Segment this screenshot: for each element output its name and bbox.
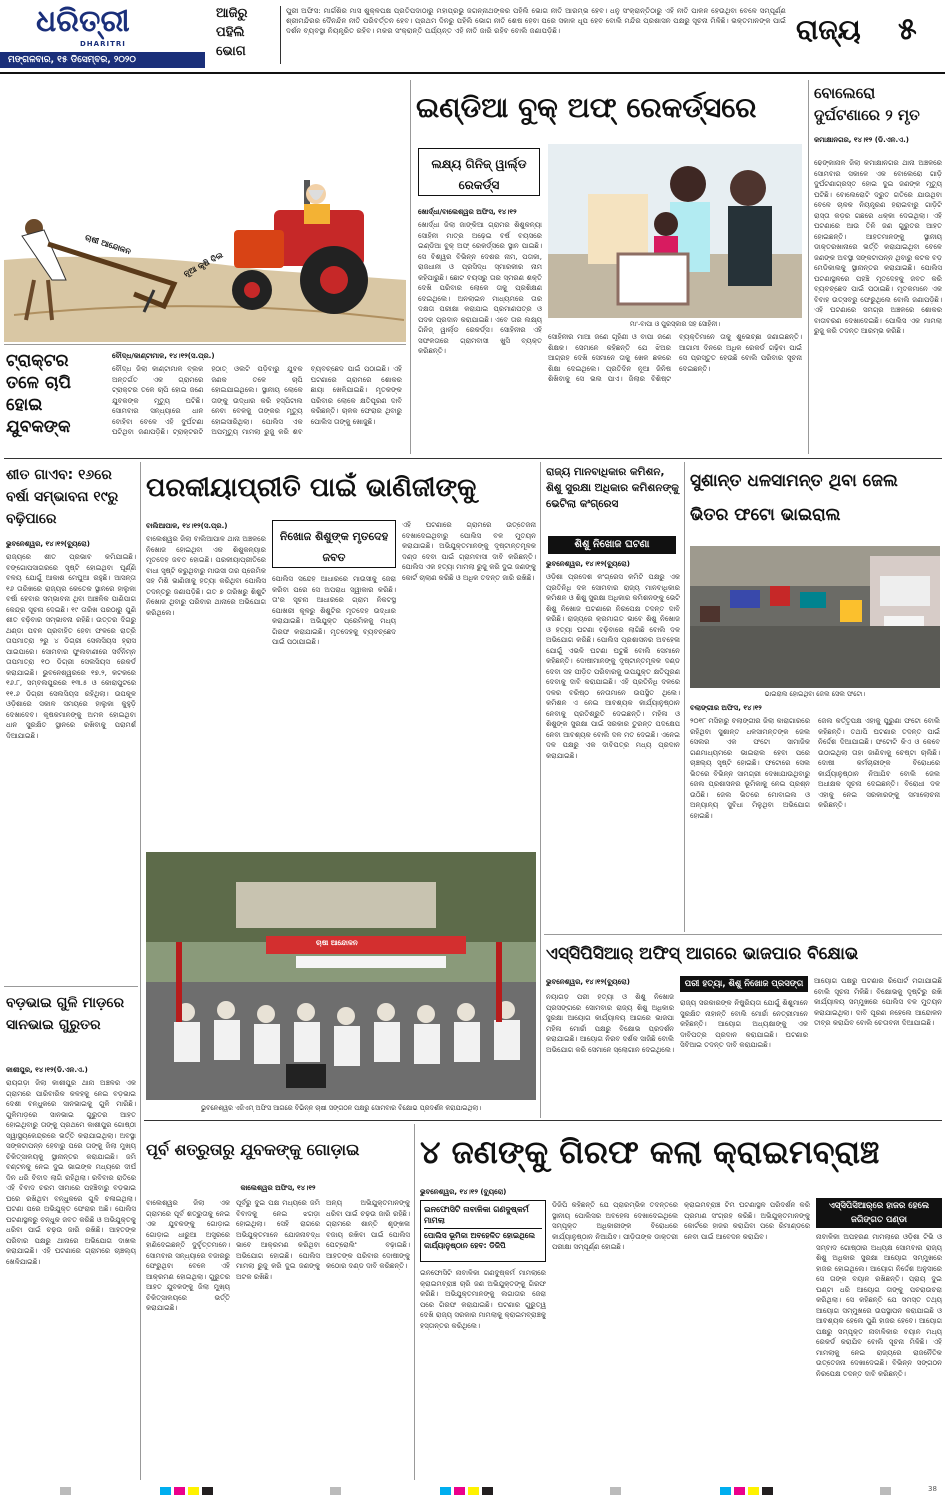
crimebranch-kicker-1: ଇନଫୋସିଟି ନାବାଳିକା ଗଣଦୁଷ୍କର୍ମ ମାମଲା: [424, 1204, 542, 1229]
murder-body-1: ବାଲେଶ୍ୱର ଜିଲା ବାଲିଆପାଳ ଥାନା ଅଞ୍ଚଳରେ ନିଖୋଜ ହୋଇଥିବା ଏକ ଶିଶୁକନ୍ୟାର ମୃତଦେହ ଜବତ ହୋଇଛି। ପରକୀୟାପ୍ରୀତିରେ ବାଧା ସୃଷ୍ଟି କରୁଥିବାରୁ ମାଉସୀ ତାର ପ୍ରେମିକ ସହ ମିଶି ଭାଣିଜୀକୁ ହତ୍ୟା କରିଥିବା ପୋଲିସ ତଦନ୍ତରୁ ଜଣାପଡ଼ିଛି। ଗତ ୭ ତାରିଖରୁ ଶିଶୁଟି ନିଖୋଜ ଥିବାରୁ ପରିବାର ଥାନାରେ ଅଭିଯୋଗ କରିଥିଲେ।: [146, 535, 266, 617]
masthead: [0, 0, 945, 70]
cyan-swatch: [60, 1487, 71, 1495]
logo-text: ଧରିତ୍ରୀ: [36, 4, 130, 39]
enmity-byline: କାଲେଶ୍ୱର ଅଫିସ, ୧୪।୧୨: [240, 1184, 316, 1192]
sohini-kicker: ଲକ୍ଷ୍ୟ ଗିନିଜ୍ ୱାର୍ଲ୍ଡ ରେକର୍ଡ୍ସ: [431, 157, 527, 192]
jail-headline: ସୁଶାନ୍ତ ଧଳସାମନ୍ତ ଥିବା ଜେଲ ଭିତର ଫଟୋ ଭାଇରାଲ: [690, 471, 898, 525]
murder-kicker: ନିଖୋଜ ଶିଶୁଙ୍କ ମୃତଦେହ ଜବତ: [279, 530, 389, 564]
bjp-body-right: ଆୟୋଗ ପକ୍ଷରୁ ଘଟଣାର ରିପୋର୍ଟ ମଗାଯାଇଛି ବୋଲି ସୂଚନା ମିଳିଛି। ବିକ୍ଷୋଭକୁ ଦୃଷ୍ଟିରୁ ରଖି କାର୍ଯ୍ୟାଳୟ ସମ୍ମୁଖରେ ପୋଲିସ ବଳ ମୁତୟନ କରାଯାଇଥିଲା। ଦାବି ପୂରଣ ନହେଲେ ଆନ୍ଦୋଳନ ତୀବ୍ର କରାଯିବ ବୋଲି ଚେତାବନୀ ଦିଆଯାଇଛି।: [814, 977, 942, 1027]
jail-body-left: ୨୦୧୮ ମସିହାରୁ ବଲାଙ୍ଗୀର ଜିଲା କାରାଗାରରେ ରହିଥିବା ସୁଶାନ୍ତ ଧଳସାମନ୍ତଙ୍କ ଜେଲ ସେଲର ଏକ ଫଟୋ ସାମାଜିକ ଗଣମାଧ୍ୟମରେ ଭାଇରାଲ ହେବା ପରେ ଚାଞ୍ଚଲ୍ୟ ସୃଷ୍ଟି ହୋଇଛି। ଫଟୋରେ ସେଲ ଭିତରେ ବିଭିନ୍ନ ସାମଗ୍ରୀ ଦେଖାଯାଉଥିବାରୁ ଜେଲ ପ୍ରଶାସନର ଭୂମିକାକୁ ନେଇ ପ୍ରଶ୍ନ ଉଠିଛି। ଜେଲ ଭିତରେ ମୋବାଇଲ ଓ ଅନ୍ୟାନ୍ୟ ସୁବିଧା ମିଳୁଥିବା ଅଭିଯୋଗ ହୋଇଛି।: [690, 717, 810, 820]
section-name: ରାଜ୍ୟ: [796, 13, 861, 46]
fold-rule-1: [4, 458, 942, 459]
crimebranch-byline: ଭୁବନେଶ୍ୱର, ୧୪।୧୨ (ବ୍ୟୁରୋ): [420, 1188, 507, 1196]
grey-swatch-3: [880, 1487, 891, 1495]
bolero-headline: ବୋଲେରୋ ଦୁର୍ଘଟଣାରେ ୨ ମୃତ: [814, 84, 920, 124]
ticker-tag-line-3: ଭୋଗ: [216, 44, 246, 59]
jail-photo: [690, 546, 940, 688]
fold-rule-2: [144, 1120, 942, 1121]
jail-photo-image: [690, 546, 940, 688]
footer-page-mark: 38: [928, 1485, 937, 1493]
footer-bar: [0, 1484, 945, 1498]
grey-swatch-1: [330, 1487, 341, 1495]
ticker-tag-line-2: ପହିଲି: [216, 25, 245, 40]
cartoon-label-left: ଚାଷୀ ଆନ୍ଦୋଳନ: [83, 232, 133, 257]
tractor-headline: ଟ୍ରାକ୍ଟର ତଳେ ଚାପି ହୋଇ ଯୁବକଙ୍କ: [6, 351, 72, 437]
top-col-rule-1: [410, 80, 411, 454]
protest-photo: [146, 852, 536, 1100]
left-col-rule: [140, 462, 141, 1480]
sohini-body-left: ଖୋର୍ଦ୍ଧା ଜିଲା ଜାଙ୍କିଆ ଗ୍ରାମର ଶିଶୁକନ୍ୟା ସୋହିନୀ ମାତ୍ର ଅଢ଼େଇ ବର୍ଷ ବୟସରେ ଇଣ୍ଡିଆ ବୁକ୍ ଅଫ୍ ରେକର୍ଡ୍ସରେ ସ୍ଥାନ ପାଇଛି। ସେ ବିଶ୍ୱର ବିଭିନ୍ନ ଦେଶର ନାମ, ପତାକା, ରାଜଧାନୀ ଓ ପ୍ରସିଦ୍ଧ ସ୍ମାରକୀର ନାମ କହିପାରୁଛି। ଛୋଟ ବୟସରୁ ତାର ସ୍ମରଣ ଶକ୍ତି ଦେଖି ପରିବାର ଲୋକେ ତାକୁ ପ୍ରଶିକ୍ଷଣ ଦେଇଥିଲେ। ଅନଲାଇନ ମାଧ୍ୟମରେ ତାର ଦକ୍ଷତା ପରୀକ୍ଷା କରାଯାଇ ପ୍ରମାଣପତ୍ର ଓ ପଦକ ପ୍ରଦାନ କରାଯାଇଛି। ଏବେ ତାର ଲକ୍ଷ୍ୟ ଗିନିଜ୍ ୱାର୍ଲ୍ଡ ରେକର୍ଡ୍ସ। ସୋହିନୀର ଏହି ସଫଳତାରେ ଗ୍ରାମବାସୀ ଖୁସି ବ୍ୟକ୍ତ କରିଛନ୍ତି।: [418, 221, 542, 355]
mark-swatch-5: [440, 1487, 451, 1495]
cartoon: [4, 80, 406, 342]
bjp-kicker: ପରୀ ହତ୍ୟା, ଶିଶୁ ନିଖୋଜ ପ୍ରସଙ୍ଗ: [680, 976, 808, 992]
bjp-byline: ଭୁବନେଶ୍ୱର, ୧୪।୧୨(ବ୍ୟୁରୋ): [546, 978, 630, 986]
brothers-headline: ବଡ଼ଭାଇ ଗୁଳି ମାଡ଼ରେ ସାନଭାଇ ଗୁରୁତର: [6, 995, 125, 1033]
murder-headline: ପରକୀୟାପ୍ରୀତି ପାଇଁ ଭାଣିଜୀଙ୍କୁ: [146, 473, 477, 503]
ticker-text: ପୁରୀ ଅଫିସ: ମାର୍ଗଶିର ମାସ ଶୁକ୍ଳପକ୍ଷ ପ୍ରତିପଦାଠାରୁ ମହାପ୍ରଭୁ ଜଗନ୍ନାଥଙ୍କର ପହିଲି ଭୋଗ ନୀତି ଆରମ୍ଭ ହେବ। ଧନୁ ସଂକ୍ରାନ୍ତିଠାରୁ ଏହି ନୀତି ପାଳନ ହେଉଥିବା ବେଳେ ସମ୍ପୂର୍ଣ୍ଣ ଶ୍ରୀମନ୍ଦିରର ଦୈନନ୍ଦିନ ନୀତି ପରିବର୍ତ୍ତନ ହେବ। ପ୍ରଥମ ଦିନରୁ ପହିଲି ଭୋଗ ନୀତି ଶେଷ ହେବା ପରେ ସକାଳ ଧୂପ ହେବ ବୋଲି ମନ୍ଦିର ପ୍ରଶାସନ ପକ୍ଷରୁ ସୂଚନା ମିଳିଛି। ଭକ୍ତମାନଙ୍କ ପାଇଁ ଦର୍ଶନ ବ୍ୟବସ୍ଥା ନିୟନ୍ତ୍ରିତ ରହିବ। ମକର ସଂକ୍ରାନ୍ତି ପର୍ଯ୍ୟନ୍ତ ଏହି ନୀତି ଜାରି ରହିବ ବୋଲି ଜଣାପଡ଼ିଛି।: [286, 6, 786, 35]
murder-kicker-box: [272, 520, 396, 568]
enmity-body-3: ଅନ୍ୟ ଅଭିଯୁକ୍ତମାନଙ୍କୁ ଧରିବା ପାଇଁ ଚଢ଼ଉ ଜାରି ରହିଛି। ଗ୍ରାମରେ ଶାନ୍ତି ଶୃଙ୍ଖଳା ବଜାୟ ରଖିବା ପାଇଁ ପୋଲିସ ପେଟ୍ରୋଲିଂ ବଢ଼ାଇଛି। ଆହତଙ୍କ ପରିବାର ଦୋଷୀଙ୍କୁ କଠୋର ଦଣ୍ଡ ଦାବି କରିଛନ୍ତି।: [326, 1199, 410, 1270]
enmity-body-1: ବାଲେଶ୍ୱର ଜିଲା ଏକ ଗ୍ରାମରେ ପୂର୍ବ ଶତ୍ରୁତାକୁ ନେଇ ଏକ ଯୁବକଙ୍କୁ ଗୋଡ଼ାଇ ଗୋଡ଼ାଇ ଧାରୁଆ ଅସ୍ତ୍ରରେ ହାଣିଦେଇଛନ୍ତି ଦୁର୍ବୃତ୍ତମାନେ। ସୋମବାର ସନ୍ଧ୍ୟାରେ ବଜାରରୁ ଫେରୁଥିବା ବେଳେ ଏହି ଆକ୍ରମଣ ହୋଇଥିଲା। ଗୁରୁତର ଆହତ ଯୁବକଙ୍କୁ ଜିଲା ମୁଖ୍ୟ ଚିକିତ୍ସାଳୟରେ ଭର୍ତ୍ତି କରାଯାଇଛି।: [146, 1199, 230, 1312]
mark-swatch-3: [188, 1487, 199, 1495]
mark-swatch-4: [202, 1487, 213, 1495]
mark-swatch-2: [174, 1487, 185, 1495]
top-col-rule-2: [808, 80, 809, 454]
issue-date: ମଙ୍ଗଳବାର, ୧୫ ଡିସେମ୍ବର, ୨୦୨୦: [0, 52, 205, 68]
protest-photo-caption: ଭୁବନେଶ୍ୱର ଏଜିଏମ୍ ଅଫିସ ଆଗରେ ବିଭିନ୍ନ ଚାଷୀ ସଙ୍ଗଠନ ପକ୍ଷରୁ ସୋମବାର ବିକ୍ଷୋଭ ପ୍ରଦର୍ଶନ କରାଯାଇଥିଲା।: [200, 1104, 482, 1112]
sohini-body-right: ସୋହିନୀର ମାଆ ଜଣେ ଗୃହିଣୀ ଓ ବାପା ଜଣେ ଶିକ୍ଷକ। ସେମାନେ କହିଛନ୍ତି ଯେ ଝିଅର ଆଗ୍ରହ ଦେଖି ସେମାନେ ତାକୁ ଖେଳ ଛଳରେ ଶିକ୍ଷା ଦେଇଥିଲେ। ପ୍ରତିଦିନ ନୂଆ ଜିନିଷ ଶିଖିବାକୁ ସେ ଭଲ ପାଏ। ଜିଲାର ବିଶିଷ୍ଟ ବ୍ୟକ୍ତିମାନେ ତାକୁ ଶୁଭେଚ୍ଛା ଜଣାଇଛନ୍ତି। ଆଗାମୀ ଦିନରେ ଅଧିକ ରେକର୍ଡ ଗଢ଼ିବା ପାଇଁ ସେ ପ୍ରସ୍ତୁତ ହେଉଛି ବୋଲି ପରିବାର ସୂଚନା ଦେଇଛନ୍ତି।: [548, 333, 802, 383]
crimebranch-body-2: ଡିଜିପି କହିଛନ୍ତି ଯେ ପ୍ରାରମ୍ଭିକ ତଦନ୍ତରେ ସ୍ଥାନୀୟ ପୋଲିସର ଅବହେଳା ଦେଖାଦେଇଥିଲେ ସମ୍ପୃକ୍ତ ଅଧିକାରୀଙ୍କ ବିରୋଧରେ କାର୍ଯ୍ୟାନୁଷ୍ଠାନ ନିଆଯିବ। ପୀଡ଼ିତାଙ୍କ ଡାକ୍ତରୀ ପରୀକ୍ଷା ସମ୍ପୂର୍ଣ୍ଣ ହୋଇଛି।: [552, 1201, 678, 1251]
protest-banner-text: ଚାଷୀ ଆନ୍ଦୋଳନ: [316, 939, 358, 947]
sohini-byline: ଖୋର୍ଦ୍ଧା/ବାଲେଶ୍ୱର ଅଫିସ, ୧୪।୧୨: [418, 208, 517, 216]
ticker-tag-line-1: ଆଜିରୁ: [216, 6, 248, 21]
jail-photo-caption: ଭାଇରାଲ ହୋଇଥିବା ଜେଲ ସେଲ ଫଟୋ।: [764, 690, 866, 698]
brothers-byline: କାଶୀପୁର, ୧୪।୧୨(ଡି.ଏନ.ଏ.): [6, 1066, 88, 1074]
crimebranch-kicker-box: [420, 1200, 546, 1262]
bolero-byline: କମାକ୍ଷାନଗର, ୧୪।୧୨ (ଡି.ଏନ.ଏ.): [814, 136, 909, 144]
logo-sub: DHARITRI: [80, 40, 126, 48]
bolero-body: ଢେଙ୍କାନାଳ ଜିଲା କମାକ୍ଷାନଗର ଥାନା ଅଞ୍ଚଳରେ ସୋମବାର ସକାଳେ ଏକ ବୋଲେରୋ ଗାଡ଼ି ଦୁର୍ଘଟଣାଗ୍ରସ୍ତ ହୋଇ ଦୁଇ ଜଣଙ୍କ ମୃତ୍ୟୁ ଘଟିଛି। ବୋଲେରୋଟି ଦ୍ରୁତ ଗତିରେ ଯାଉଥିବା ବେଳେ ଚାଳକ ନିୟନ୍ତ୍ରଣ ହରାଇବାରୁ ଗାଡ଼ିଟି ରାସ୍ତା କଡ଼ର ଗଛରେ ଧକ୍କା ଦେଇଥିଲା। ଏହି ଘଟଣାରେ ଆଉ ତିନି ଜଣ ଗୁରୁତର ଆହତ ହୋଇଛନ୍ତି। ଆହତମାନଙ୍କୁ ସ୍ଥାନୀୟ ଡାକ୍ତରଖାନାରେ ଭର୍ତ୍ତି କରାଯାଇଥିବା ବେଳେ ଜଣଙ୍କ ଅବସ୍ଥା ସଙ୍କଟାପନ୍ନ ଥିବାରୁ କଟକ ବଡ଼ ମେଡିକାଲକୁ ସ୍ଥାନାନ୍ତର କରାଯାଇଛି। ପୋଲିସ ଘଟଣାସ୍ଥଳରେ ପହଞ୍ଚି ମୃତଦେହକୁ ଜବତ କରି ବ୍ୟବଚ୍ଛେଦ ପାଇଁ ପଠାଇଛି। ମୃତକମାନେ ଏକ ବିବାହ ଉତ୍ସବରୁ ଫେରୁଥିଲେ ବୋଲି ଜଣାପଡ଼ିଛି। ଏହି ଘଟଣାରେ ସମଗ୍ର ଅଞ୍ଚଳରେ ଶୋକର ବାତାବରଣ ଦେଖାଦେଇଛି। ପୋଲିସ ଏକ ମାମଲା ରୁଜୁ କରି ତଦନ୍ତ ଆରମ୍ଭ କରିଛି।: [814, 159, 942, 335]
page-number: ୫: [898, 12, 917, 47]
ticker-divider: [280, 6, 281, 64]
cartoon-drawing: [4, 80, 406, 342]
jail-body-right: ଜେଲ କର୍ତ୍ତୃପକ୍ଷ ଏହାକୁ ପୁରୁଣା ଫଟୋ ବୋଲି କହିଛନ୍ତି। ତଥାପି ଘଟଣାର ତଦନ୍ତ ପାଇଁ ନିର୍ଦ୍ଦେଶ ଦିଆଯାଇଛି। ଫଟୋଟି କିଏ ଓ କେବେ ଉଠାଇଥିଲା ତାହା ଜାଣିବାକୁ ଚେଷ୍ଟା ଚାଲିଛି। ଦୋଷୀ କର୍ମଚାରୀଙ୍କ ବିରୋଧରେ କାର୍ଯ୍ୟାନୁଷ୍ଠାନ ନିଆଯିବ ବୋଲି ଜେଲ ଅଧୀକ୍ଷକ ସୂଚନା ଦେଇଛନ୍ତି। ବିରୋଧୀ ଦଳ ଏହାକୁ ନେଇ ସରକାରଙ୍କୁ ସମାଲୋଚନା କରିଛନ୍ତି।: [818, 717, 940, 809]
logo: [16, 4, 196, 48]
protest-photo-image: [146, 852, 536, 1100]
mark-swatch-1: [160, 1487, 171, 1495]
mark-swatch-9: [720, 1487, 731, 1495]
mark-swatch-11: [748, 1487, 759, 1495]
panda-headline: ଏସ୍‌ସିପିସିଆର୍‌ରେ ହାଜର ହେଲେ ଜଗିଙ୍ଗତ ପଣ୍ଡା: [816, 1198, 942, 1228]
congress-headline: ରାଜ୍ୟ ମାନବାଧିକାର କମିଶନ, ଶିଶୁ ସୁରକ୍ଷା ଅଧିକାର କମିଶନଙ୍କୁ ଭେଟିଲା କଂଗ୍ରେସ: [546, 466, 679, 510]
mid-col-rule-2: [684, 462, 685, 932]
enmity-body-2: ପୂର୍ବରୁ ଦୁଇ ପକ୍ଷ ମଧ୍ୟରେ ଜମି ବିବାଦକୁ ନେଇ ଝଗଡ଼ା ହୋଇଥିଲା। ସେହି ରାଗରେ ଅଭିଯୁକ୍ତମାନେ ଯୋଜନାବଦ୍ଧ ଭାବେ ଆକ୍ରମଣ କରିଥିବା ଅଭିଯୋଗ ହୋଇଛି। ପୋଲିସ ମାମଲା ରୁଜୁ କରି ଦୁଇ ଜଣଙ୍କୁ ଅଟକ ରଖିଛି।: [236, 1199, 320, 1281]
congress-kicker: ଶିଶୁ ନିଖୋଜ ଘଟଣା: [548, 536, 676, 554]
murder-body-2: ପୋଲିସ ସନ୍ଦେହ ଆଧାରରେ ମାଉସୀକୁ ଜେରା କରିବା ପରେ ସେ ଅପରାଧ ସ୍ୱୀକାର କରିଛି। ତା'ର ସୂଚନା ଆଧାରରେ ଗ୍ରାମ ନିକଟସ୍ଥ ପୋଖରୀ କୂଳରୁ ଶିଶୁଟିର ମୃତଦେହ ଉଦ୍ଧାର କରାଯାଇଛି। ଅଭିଯୁକ୍ତ ପ୍ରେମିକକୁ ମଧ୍ୟ ଗିରଫ କରାଯାଇଛି। ମୃତଦେହକୁ ବ୍ୟବଚ୍ଛେଦ ପାଇଁ ପଠାଯାଇଛି।: [272, 575, 396, 646]
mark-swatch-8: [482, 1487, 493, 1495]
winter-byline: ଭୁବନେଶ୍ୱର, ୧୪।୧୨(ବ୍ୟୁରୋ): [6, 540, 90, 548]
bjp-body-mid: ରାଜ୍ୟ ସରକାରଙ୍କ ନିଷ୍କ୍ରିୟତା ଯୋଗୁଁ ଶିଶୁମାନେ ସୁରକ୍ଷିତ ନାହାନ୍ତି ବୋଲି ମୋର୍ଚ୍ଚା ନେତ୍ରୀମାନେ କହିଛନ୍ତି। ଆୟୋଗ ଅଧ୍ୟକ୍ଷାଙ୍କୁ ଏକ ଦାବିପତ୍ର ପ୍ରଦାନ କରାଯାଇଛି। ଘଟଣାର ସିବିଆଇ ତଦନ୍ତ ଦାବି କରାଯାଇଛି।: [680, 999, 808, 1049]
mark-swatch-6: [454, 1487, 465, 1495]
brothers-body: ରାୟଗଡ଼ା ଜିଲା କାଶୀପୁର ଥାନା ଅଞ୍ଚଳର ଏକ ଗ୍ରାମରେ ପାରିବାରିକ କଳହକୁ ନେଇ ବଡ଼ଭାଇ ଦେଶୀ ବନ୍ଧୁକରେ ସାନଭାଇକୁ ଗୁଳି ମାରିଛି। ଗୁଳିମାଡ଼ରେ ସାନଭାଇ ଗୁରୁତର ଆହତ ହୋଇଥିବାରୁ ତାଙ୍କୁ ପ୍ରଥମେ କାଶୀପୁର ଗୋଷ୍ଠୀ ସ୍ୱାସ୍ଥ୍ୟକେନ୍ଦ୍ରରେ ଭର୍ତ୍ତି କରାଯାଇଥିଲା। ଅବସ୍ଥା ସଙ୍କଟାପନ୍ନ ହେବାରୁ ପରେ ତାଙ୍କୁ ଜିଲା ମୁଖ୍ୟ ଚିକିତ୍ସାଳୟକୁ ସ୍ଥାନାନ୍ତର କରାଯାଇଛି। ଜମି ବଣ୍ଟନକୁ ନେଇ ଦୁଇ ଭାଇଙ୍କ ମଧ୍ୟରେ ଦୀର୍ଘ ଦିନ ଧରି ବିବାଦ ଲାଗି ରହିଥିଲା। ରବିବାର ରାତିରେ ଏହି ବିବାଦ ଚରମ ସୀମାରେ ପହଞ୍ଚିବାରୁ ବଡ଼ଭାଇ ଘରେ ରଖିଥିବା ବନ୍ଧୁକରେ ଗୁଳି ଚଳାଇଥିଲା। ଘଟଣା ପରେ ଅଭିଯୁକ୍ତ ଫେରାର ଅଛି। ପୋଲିସ ଘଟଣାସ୍ଥଳରୁ ବନ୍ଧୁକ ଜବତ କରିଛି ଓ ଅଭିଯୁକ୍ତକୁ ଧରିବା ପାଇଁ ଚଢ଼ଉ ଜାରି ରଖିଛି। ଆହତଙ୍କ ପରିବାର ପକ୍ଷରୁ ଥାନାରେ ଅଭିଯୋଗ ଦାଖଲ କରାଯାଇଛି। ଏହି ଘଟଣାରେ ଗ୍ରାମରେ ଚାଞ୍ଚଲ୍ୟ ଖେଳିଯାଇଛି।: [6, 1079, 136, 1266]
mid-col-rule-1: [540, 462, 541, 1118]
crimebranch-kicker-2: ପୋଲିସ ଭୂମିକା ଅବହେଳିତ ହୋଇଥିଲେ କାର୍ଯ୍ୟାନୁଷ୍ଠାନ ହେବ: ଡିଜିପି: [424, 1231, 535, 1250]
mark-swatch-12: [762, 1487, 773, 1495]
masthead-rule: [0, 72, 945, 74]
sohini-photo: [548, 144, 802, 318]
panda-body: ନାବାଳିକା ଅପହରଣ ମାମଲାରେ ଓଡ଼ିଶା ଟିଭି ଓ ସମ୍ବାଦ ଗୋଷ୍ଠୀର ଅଧ୍ୟକ୍ଷ ସୋମବାର ରାଜ୍ୟ ଶିଶୁ ଅଧିକାର ସୁରକ୍ଷା ଆୟୋଗ ସମ୍ମୁଖରେ ହାଜର ହୋଇଥିଲେ। ଆୟୋଗ ନିର୍ଦ୍ଦେଶ ଅନୁସାରେ ସେ ତାଙ୍କ ବୟାନ ରଖିଛନ୍ତି। ପ୍ରାୟ ଦୁଇ ଘଣ୍ଟା ଧରି ଆୟୋଗ ତାଙ୍କୁ ପଚରାଉଚରା କରିଥିଲା। ସେ କହିଛନ୍ତି ଯେ ସମସ୍ତ ତଥ୍ୟ ଆୟୋଗ ସମ୍ମୁଖରେ ଉପସ୍ଥାପନ କରାଯାଇଛି ଓ ଆବଶ୍ୟକ ହେଲେ ପୁଣି ହାଜର ହେବେ। ଆୟୋଗ ପକ୍ଷରୁ ସମ୍ପୃକ୍ତ ନାବାଳିକାର ବୟାନ ମଧ୍ୟ ରେକର୍ଡ କରାଯିବ ବୋଲି ସୂଚନା ମିଳିଛି। ଏହି ମାମଲାକୁ ନେଇ ରାଜ୍ୟରେ ରାଜନୈତିକ ଉତ୍ତେଜନା ଦେଖାଦେଇଛି। ବିଭିନ୍ନ ସଙ୍ଗଠନ ନିରପେକ୍ଷ ତଦନ୍ତ ଦାବି କରିଛନ୍ତି।: [816, 1233, 942, 1378]
winter-body: ରାଜ୍ୟରେ ଶୀତ ପ୍ରଭାବ କମିଯାଇଛି। ବଙ୍ଗୋପସାଗରରେ ସୃଷ୍ଟି ହୋଇଥିବା ଘୂର୍ଣ୍ଣି ବଳୟ ଯୋଗୁଁ ଆକାଶ ମେଘୁଆ ରହୁଛି। ଆସନ୍ତା ୧୬ ତାରିଖରେ ରାଜ୍ୟର କେତେକ ସ୍ଥାନରେ ହାଲୁକା ବର୍ଷା ହେବାର ସମ୍ଭାବନା ଥିବା ଆଞ୍ଚଳିକ ପାଣିପାଗ କେନ୍ଦ୍ର ସୂଚନା ଦେଇଛି। ୧୯ ତାରିଖ ପରଠାରୁ ପୁଣି ଶୀତ ବଢ଼ିବାର ସମ୍ଭାବନା ରହିଛି। ଉତ୍ତର ଦିଗରୁ ଥଣ୍ଡା ପବନ ପ୍ରବାହିତ ହେବା ଫଳରେ ରାତ୍ରି ତାପମାତ୍ରା ୨ରୁ ୪ ଡିଗ୍ରୀ ସେଲସିୟସ ହ୍ରାସ ପାଇପାରେ। ସୋମବାର ଫୁଲବାଣୀରେ ସର୍ବନିମ୍ନ ତାପମାତ୍ରା ୧୦ ଡିଗ୍ରୀ ସେଲସିୟସ ରେକର୍ଡ କରାଯାଇଛି। ଭୁବନେଶ୍ୱରରେ ୧୭.୨, କଟକରେ ୧୬.୮, ସମ୍ବଲପୁରରେ ୧୩.୫ ଓ କୋରାପୁଟରେ ୧୧.୬ ଡିଗ୍ରୀ ସେଲସିୟସ ରହିଥିଲା। ଉପକୂଳ ଓଡ଼ିଶାରେ ସକାଳ ସମୟରେ ହାଲୁକା କୁହୁଡ଼ି ଦେଖାଦେବ। କୃଷକମାନଙ୍କୁ ଅମଳ ହୋଇଥିବା ଧାନ ସୁରକ୍ଷିତ ସ୍ଥାନରେ ରଖିବାକୁ ପରାମର୍ଶ ଦିଆଯାଇଛି।: [6, 553, 136, 740]
enmity-headline: ପୂର୍ବ ଶତ୍ରୁତାରୁ ଯୁବକଙ୍କୁ ଗୋଡ଼ାଇ: [146, 1140, 360, 1159]
mark-swatch-10: [734, 1487, 745, 1495]
cartoon-label-right: ନୂଆ କୃଷି ବିଲ: [182, 250, 225, 279]
congress-body: ଓଡ଼ିଶା ପ୍ରଦେଶ କଂଗ୍ରେସ କମିଟି ପକ୍ଷରୁ ଏକ ପ୍ରତିନିଧି ଦଳ ସୋମବାର ରାଜ୍ୟ ମାନବାଧିକାର କମିଶନ ଓ ଶିଶୁ ସୁରକ୍ଷା ଅଧିକାର କମିଶନଙ୍କୁ ଭେଟି ଶିଶୁ ନିଖୋଜ ଘଟଣାରେ ନିରପେକ୍ଷ ତଦନ୍ତ ଦାବି କରିଛି। ରାଜ୍ୟରେ କ୍ରମାଗତ ଭାବେ ଶିଶୁ ନିଖୋଜ ଓ ହତ୍ୟା ଘଟଣା ବଢ଼ିବାରେ ଲାଗିଛି ବୋଲି ଦଳ ଅଭିଯୋଗ କରିଛି। ପୋଲିସ ପ୍ରଶାସନର ଅବହେଳା ଯୋଗୁଁ ଏଭଳି ଘଟଣା ଘଟୁଛି ବୋଲି ସେମାନେ କହିଛନ୍ତି। ଦୋଷୀମାନଙ୍କୁ ଦୃଷ୍ଟାନ୍ତମୂଳକ ଦଣ୍ଡ ଦେବା ସହ ପୀଡ଼ିତ ପରିବାରକୁ ଉପଯୁକ୍ତ କ୍ଷତିପୂରଣ ଦେବାକୁ ଦାବି କରାଯାଇଛି। ଏହି ପ୍ରତିନିଧି ଦଳରେ ଦଳର ବରିଷ୍ଠ ନେତାମାନେ ଉପସ୍ଥିତ ଥିଲେ। କମିଶନ ଏ ନେଇ ଆବଶ୍ୟକ କାର୍ଯ୍ୟାନୁଷ୍ଠାନ ନେବାକୁ ପ୍ରତିଶ୍ରୁତି ଦେଇଛନ୍ତି। ମହିଳା ଓ ଶିଶୁଙ୍କ ସୁରକ୍ଷା ପାଇଁ ସରକାର ତୁରନ୍ତ ପଦକ୍ଷେପ ନେବା ଆବଶ୍ୟକ ବୋଲି ଦଳ ମତ ଦେଇଛି। ଏନେଇ ଦଳ ପକ୍ଷରୁ ଏକ ଦାବିପତ୍ର ମଧ୍ୟ ପ୍ରଦାନ କରାଯାଇଛି।: [546, 573, 680, 760]
sohini-headline: ଇଣ୍ଡିଆ ବୁକ୍ ଅଫ୍ ରେକର୍ଡ୍ସରେ: [416, 91, 757, 124]
congress-byline: ଭୁବନେଶ୍ୱର, ୧୪।୧୨(ବ୍ୟୁରୋ): [546, 560, 630, 568]
grey-swatch-2: [610, 1487, 621, 1495]
cartoon-rule: [4, 344, 406, 345]
winter-headline: ଶୀତ ଗାଏବ: ୧୬ରେ ବର୍ଷା ସମ୍ଭାବନା ୧୯ରୁ ବଢ଼ିପାରେ: [6, 467, 119, 527]
tractor-body: ବୌଦ୍ଧ ଜିଲା କାଣ୍ଟାମାଳ ବ୍ଲକ ଅନ୍ତର୍ଗତ ଏକ ଗ୍ରାମରେ ଟ୍ରାକ୍ଟର ତଳେ ଚାପି ହୋଇ ଜଣେ ଯୁବକଙ୍କ ମୃତ୍ୟୁ ଘଟିଛି। ସୋମବାର ସନ୍ଧ୍ୟାରେ ଧାନ ବୋହିବା ବେଳେ ଏହି ଦୁର୍ଘଟଣା ଘଟିଥିବା ଜଣାପଡ଼ିଛି। ଟ୍ରାକ୍ଟରଟି ହଠାତ୍ ଓଲଟି ପଡ଼ିବାରୁ ଯୁବକ ଜଣକ ତଳେ ଚାପି ହୋଇଯାଇଥିଲେ। ସ୍ଥାନୀୟ ଲୋକେ ତାଙ୍କୁ ଉଦ୍ଧାର କରି ହସ୍ପିଟାଲ ନେବା ବେଳକୁ ତାଙ୍କର ମୃତ୍ୟୁ ହୋଇସାରିଥିଲା। ପୋଲିସ ଏକ ଅପମୃତ୍ୟୁ ମାମଲା ରୁଜୁ କରି ଶବ ବ୍ୟବଚ୍ଛେଦ ପାଇଁ ପଠାଇଛି। ଏହି ଘଟଣାରେ ଗ୍ରାମରେ ଶୋକର ଛାୟା ଖେଳିଯାଇଛି। ମୃତକଙ୍କ ପରିବାର ଲୋକେ କ୍ଷତିପୂରଣ ଦାବି କରିଛନ୍ତି। ଚାଳକ ଫେରାର ଥିବାରୁ ପୋଲିସ ତାଙ୍କୁ ଖୋଜୁଛି।: [112, 365, 402, 436]
bjp-headline: ଏସ୍‌ସିପିସିଆର୍ ଅଫିସ୍ ଆଗରେ ଭାଜପାର ବିକ୍ଷୋଭ: [546, 944, 859, 964]
murder-body-3: ଏହି ଘଟଣାରେ ଗ୍ରାମରେ ଉତ୍ତେଜନା ଦେଖାଦେଇଥିବାରୁ ପୋଲିସ ବଳ ମୁତୟନ କରାଯାଇଛି। ଅଭିଯୁକ୍ତମାନଙ୍କୁ ଦୃଷ୍ଟାନ୍ତମୂଳକ ଦଣ୍ଡ ଦେବା ପାଇଁ ଗ୍ରାମବାସୀ ଦାବି କରିଛନ୍ତି। ପୋଲିସ ଏକ ହତ୍ୟା ମାମଲା ରୁଜୁ କରି ଦୁଇ ଜଣଙ୍କୁ କୋର୍ଟ ଚାଲାଣ କରିଛି ଓ ଅଧିକ ତଦନ୍ତ ଜାରି ରଖିଛି।: [402, 521, 536, 582]
bjp-body-left: ନୟାଗଡ଼ ପରୀ ହତ୍ୟା ଓ ଶିଶୁ ନିଖୋଜ ପ୍ରସଙ୍ଗରେ ସୋମବାର ରାଜ୍ୟ ଶିଶୁ ଅଧିକାର ସୁରକ୍ଷା ଆୟୋଗ କାର୍ଯ୍ୟାଳୟ ଆଗରେ ଭାଜପା ମହିଳା ମୋର୍ଚ୍ଚା ପକ୍ଷରୁ ବିକ୍ଷୋଭ ପ୍ରଦର୍ଶନ କରାଯାଇଛି। ଆୟୋଗ ନିରବ ଦର୍ଶକ ସାଜିଛି ବୋଲି ଅଭିଯୋଗ କରି ସେମାନେ ସ୍ଲୋଗାନ ଦେଇଥିଲେ।: [546, 993, 674, 1054]
bottom-col-rule-1: [414, 1124, 415, 1480]
crimebranch-body-1: ଇନଫୋସିଟି ନାବାଳିକା ଗଣଦୁଷ୍କର୍ମ ମାମଲାରେ କ୍ରାଇମବ୍ରାଞ୍ଚ ଚାରି ଜଣ ଅଭିଯୁକ୍ତଙ୍କୁ ଗିରଫ କରିଛି। ଅଭିଯୁକ୍ତମାନଙ୍କୁ ଲଗାତାର ଜେରା ପରେ ଗିରଫ କରାଯାଇଛି। ଘଟଣାର ଗୁରୁତ୍ୱ ଦେଖି ରାଜ୍ୟ ସରକାର ମାମଲାକୁ କ୍ରାଇମବ୍ରାଞ୍ଚକୁ ହସ୍ତାନ୍ତର କରିଥିଲେ।: [420, 1269, 546, 1330]
crimebranch-headline: ୪ ଜଣଙ୍କୁ ଗିରଫ କଲା କ୍ରାଇମବ୍ରାଞ୍ଚ: [420, 1133, 880, 1171]
jail-byline: ବଲାଙ୍ଗୀର ଅଫିସ, ୧୪।୧୨: [690, 704, 762, 712]
sohini-kicker-box: [418, 148, 540, 196]
sohini-photo-image: [548, 144, 802, 318]
murder-byline: ବାଲିଆପାଳ, ୧୪।୧୨(ସ.ପ୍ର.): [146, 522, 228, 530]
tractor-byline: ବୌଦ୍ଧ/କାଣ୍ଟାମାଳ, ୧୪।୧୨(ସ.ପ୍ର.): [112, 352, 215, 360]
ticker-tag: [216, 4, 276, 64]
crimebranch-body-3: କ୍ରାଇମବ୍ରାଞ୍ଚ ଟିମ ଘଟଣାସ୍ଥଳ ପରିଦର୍ଶନ କରି ପ୍ରମାଣ ସଂଗ୍ରହ କରିଛି। ଅଭିଯୁକ୍ତମାନଙ୍କୁ କୋର୍ଟରେ ହାଜର କରାଯିବା ପରେ ରିମାଣ୍ଡରେ ନେବା ପାଇଁ ଆବେଦନ କରାଯିବ।: [684, 1201, 810, 1241]
mark-swatch-7: [468, 1487, 479, 1495]
bjp-top-rule: [544, 934, 942, 935]
winter-rule: [4, 986, 138, 987]
sohini-photo-caption: ମା'-ବାପା ଓ ପୁରସ୍କାର ସହ ସୋହିନୀ।: [629, 320, 721, 328]
